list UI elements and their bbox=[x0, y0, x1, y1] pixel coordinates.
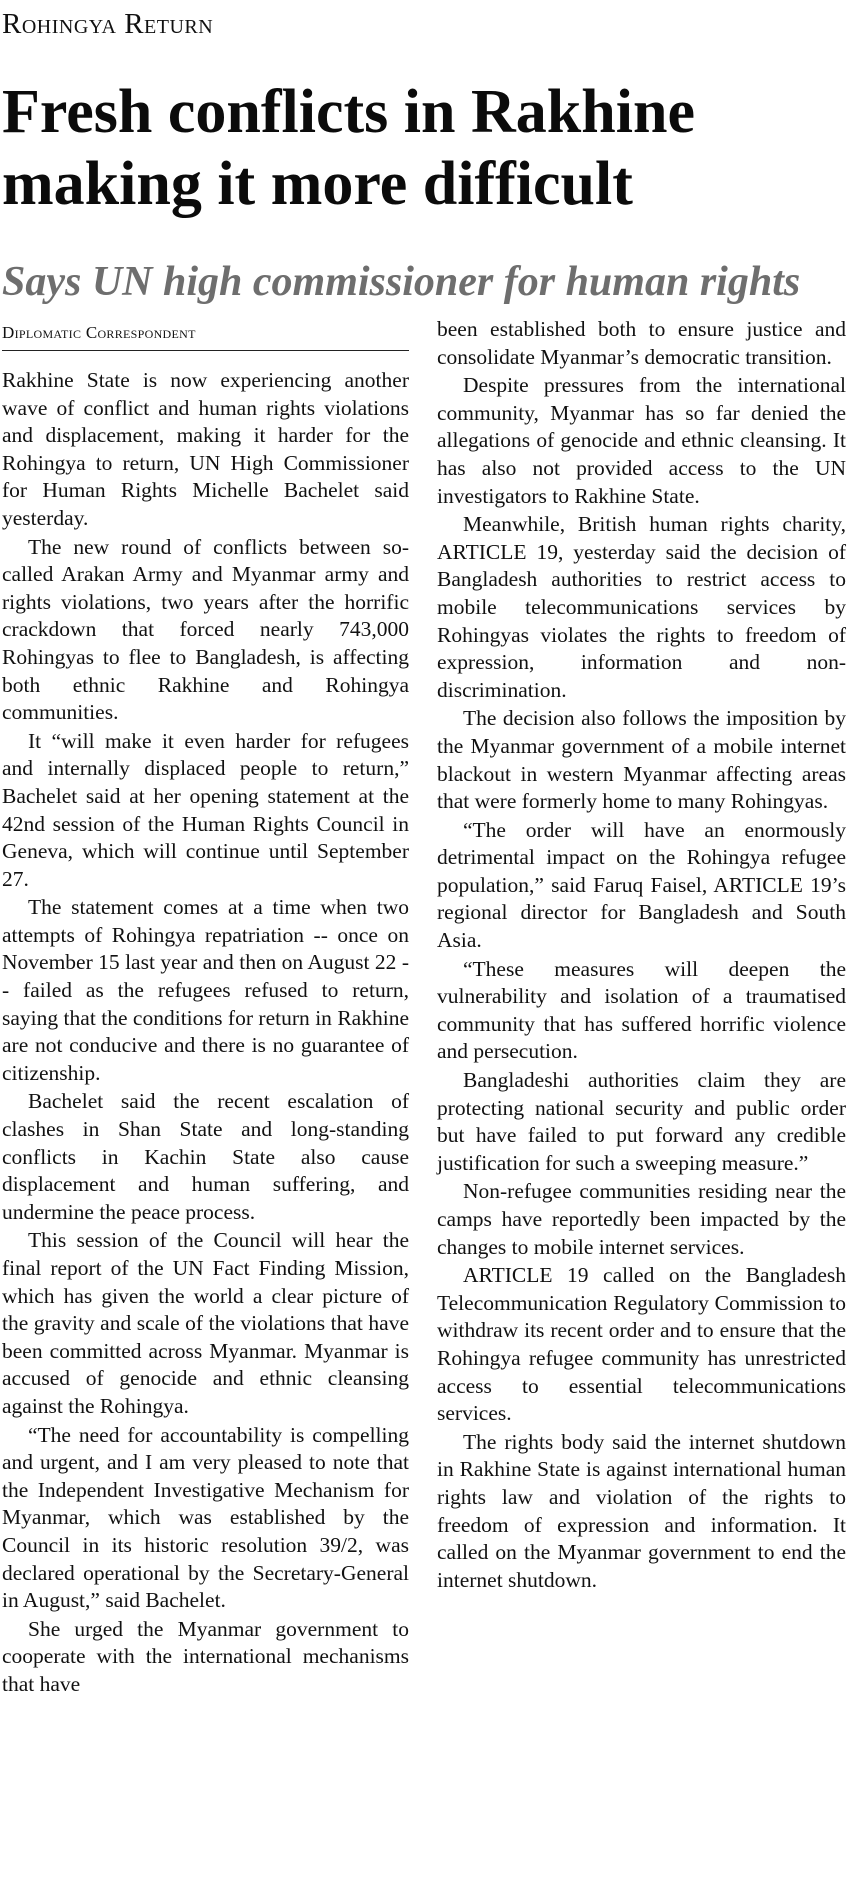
paragraph: This session of the Council will hear the final report of the UN Fact Finding Mission, which has given the world a clear picture of the gravity and scale of the violations that have been committed across Myanmar. Myanmar is accused of genocide and ethnic cleansing against the Rohingya. bbox=[2, 1228, 409, 1418]
paragraph: The statement comes at a time when two attempts of Rohingya repatriation -- once on November 15 last year and then on August 22 -- failed as the refugees refused to return, saying that the conditions for return in Rakhine are not conducive and there is no guarantee of citizenship. bbox=[2, 895, 409, 1085]
paragraph: ARTICLE 19 called on the Bangladesh Telecommunication Regulatory Commission to withdraw its recent order and to ensure that the Rohingya refugee community has unrestricted access to essential telecommunications services. bbox=[437, 1263, 846, 1426]
paragraph: “The order will have an enormously detrimental impact on the Rohingya refugee population,” said Faruq Faisel, ARTICLE 19’s regional director for Bangladesh and South Asia. bbox=[437, 817, 846, 953]
paragraph: Despite pressures from the international community, Myanmar has so far denied the allegations of genocide and ethnic cleansing. It has also not provided access to the UN investigators to Rakhine State. bbox=[437, 373, 846, 508]
subheadline: Says UN high commissioner for human rights bbox=[2, 259, 801, 305]
article-column-2 bbox=[437, 316, 846, 1594]
paragraph: “The need for accountability is compelling and urgent, and I am very pleased to note that the Independent Investigative Mechanism for Myanmar, which was established by the Council in its historic resolution 39/2, was declared operational by the Secretary-General in August,” said Bachelet. bbox=[2, 1422, 409, 1613]
paragraph: Non-refugee communities residing near the camps have reportedly been impacted by the changes to mobile internet services. bbox=[437, 1179, 846, 1259]
byline: Diplomatic Correspondent bbox=[2, 322, 409, 351]
paragraph: Meanwhile, British human rights charity, ARTICLE 19, yesterday said the decision of Bangladesh authorities to restrict access to mobile telecommunications services by Rohingyas violates the rights to freedom of expression, information and non-discrimination. bbox=[437, 512, 846, 702]
paragraph: It “will make it even harder for refugees and internally displaced people to return,” Bachelet said at her opening statement at the 42nd session of the Human Rights Council in Geneva, which will continue until September 27. bbox=[2, 728, 409, 891]
paragraph: Bangladeshi authorities claim they are protecting national security and public order but have failed to put forward any credible justification for such a sweeping measure.” bbox=[437, 1068, 846, 1175]
paragraph: She urged the Myanmar government to cooperate with the international mechanisms that have bbox=[2, 1616, 409, 1696]
headline-line-1: Fresh conflicts in Rakhine bbox=[2, 78, 695, 146]
headline bbox=[2, 76, 848, 220]
section-kicker: Rohingya Return bbox=[2, 8, 214, 40]
paragraph: The rights body said the internet shutdown in Rakhine State is against international human rights law and violation of the rights to freedom of expression and information. It called on the Myanmar government to end the internet shutdown. bbox=[437, 1429, 846, 1592]
paragraph: “These measures will deepen the vulnerability and isolation of a traumatised community that has suffered horrific violence and persecution. bbox=[437, 956, 846, 1064]
paragraph: The new round of conflicts between so-called Arakan Army and Myanmar army and rights violations, two years after the horrific crackdown that forced nearly 743,000 Rohingyas to flee to Bangladesh, is affecting both ethnic Rakhine and Rohingya communities. bbox=[2, 534, 409, 725]
paragraph-continued: been established both to ensure justice and consolidate Myanmar’s democratic transition. bbox=[437, 317, 846, 369]
paragraph: Rakhine State is now experiencing another wave of conflict and human rights violations and displacement, making it harder for the Rohingya to return, UN High Commissioner for Human Rights Michelle Bachelet said yesterday. bbox=[2, 368, 409, 530]
article-column-1 bbox=[2, 322, 409, 1699]
headline-line-2: making it more difficult bbox=[2, 150, 633, 218]
paragraph: Bachelet said the recent escalation of clashes in Shan State and long-standing conflicts in Kachin State also cause displacement and human suffering, and undermine the peace process. bbox=[2, 1089, 409, 1224]
paragraph: The decision also follows the imposition by the Myanmar government of a mobile internet blackout in western Myanmar affecting areas that were formerly home to many Rohingyas. bbox=[437, 706, 846, 814]
